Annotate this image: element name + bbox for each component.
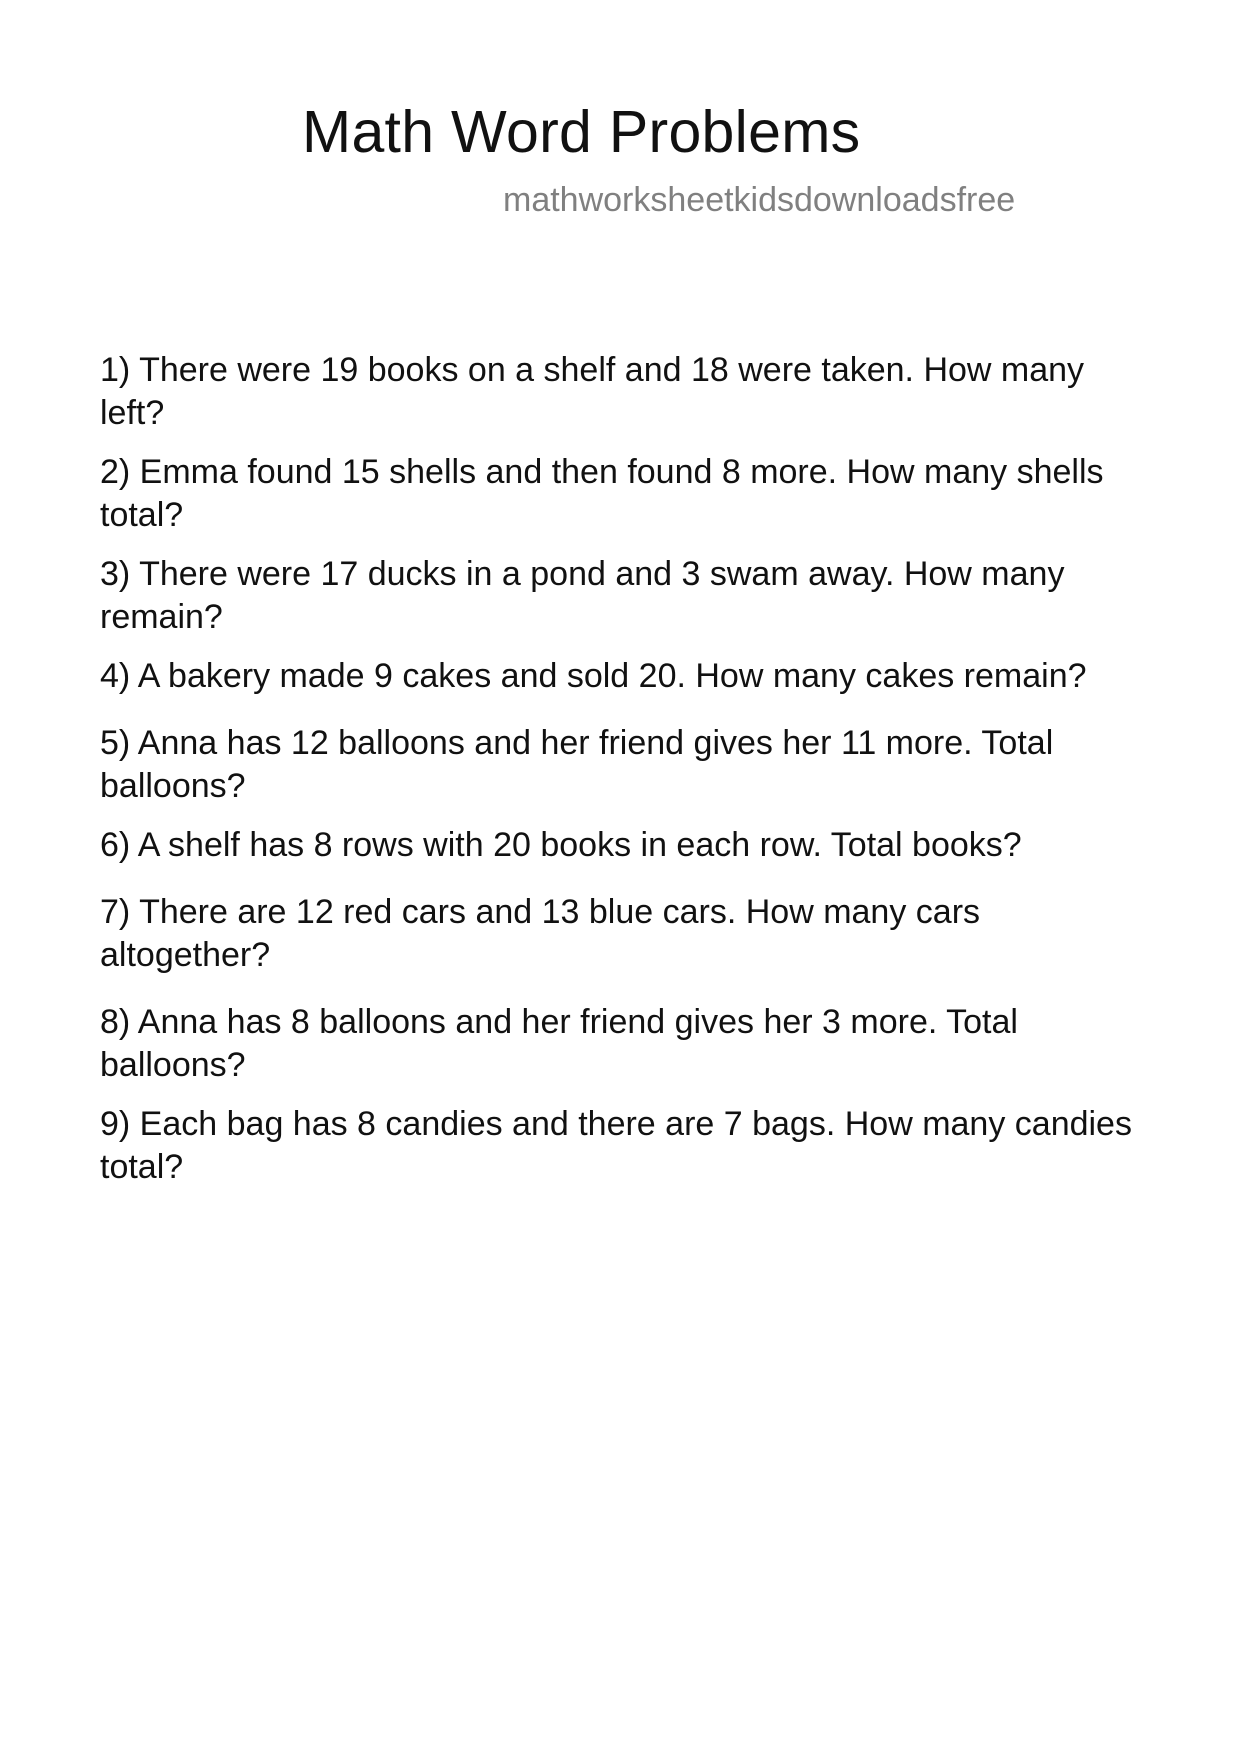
problem-7: 7) There are 12 red cars and 13 blue cars. How many cars altogether? bbox=[100, 893, 981, 974]
page-title: Math Word Problems bbox=[302, 99, 861, 165]
problem-9: 9) Each bag has 8 candies and there are 7 bags. How many candies total? bbox=[100, 1105, 1132, 1186]
problem-1: 1) There were 19 books on a shelf and 18 were taken. How many left? bbox=[100, 351, 1085, 432]
problem-2: 2) Emma found 15 shells and then found 8 more. How many shells total? bbox=[100, 453, 1104, 534]
problem-3: 3) There were 17 ducks in a pond and 3 swam away. How many remain? bbox=[100, 555, 1065, 636]
problem-6: 6) A shelf has 8 rows with 20 books in each row. Total books? bbox=[100, 826, 1022, 864]
problem-8: 8) Anna has 8 balloons and her friend gives her 3 more. Total balloons? bbox=[100, 1003, 1018, 1084]
problem-4: 4) A bakery made 9 cakes and sold 20. How many cakes remain? bbox=[100, 657, 1087, 695]
site-watermark: mathworksheetkidsdownloadsfree bbox=[503, 181, 1016, 219]
problem-5: 5) Anna has 12 balloons and her friend gives her 11 more. Total balloons? bbox=[100, 724, 1054, 805]
